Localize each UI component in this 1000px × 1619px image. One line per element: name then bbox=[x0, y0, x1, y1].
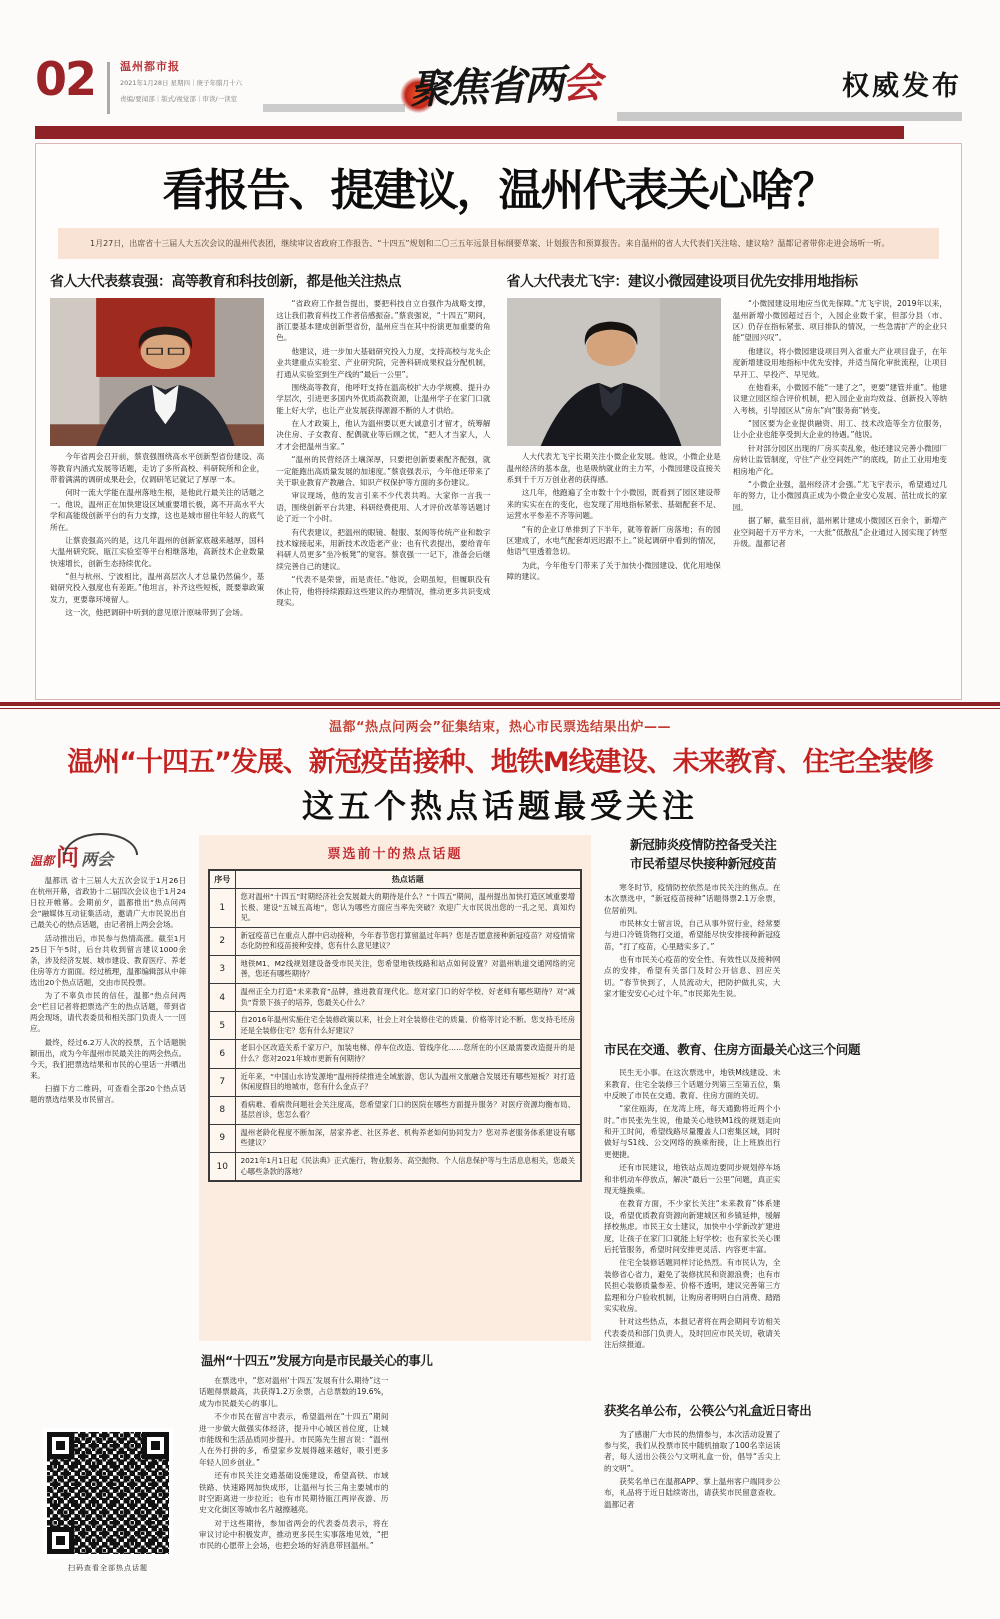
topic-text: 看病难、看病贵问题社会关注度高，您希望家门口的医院在哪些方面提升服务？对医疗资源均衡布局、基层首诊，您怎么看？ bbox=[235, 1096, 581, 1124]
section-title: 权威发布 bbox=[842, 71, 962, 102]
article-right bbox=[507, 271, 948, 700]
body-paragraph: 在票选中，“您对温州‘十四五’发展有什么期待”这一话题得票最高，共获得1.2万余票，占总票数的19.6%，成为市民最关心的事儿。 bbox=[199, 1376, 389, 1408]
topic-rank: 7 bbox=[209, 1068, 235, 1096]
topics-table bbox=[208, 869, 582, 1182]
middle-body-text bbox=[199, 1375, 591, 1561]
table-header-row bbox=[209, 870, 581, 889]
vote-story-headlines bbox=[0, 716, 1000, 827]
right-text-1 bbox=[604, 882, 970, 1028]
body-paragraph: 据了解，截至目前，温州累计建成小微园区百余个，新增产业空间超千万平方米，一大批“低散乱”企业通过入园实现了转型升级。温都记者 bbox=[732, 516, 947, 548]
masthead bbox=[120, 58, 242, 105]
topic-text: 您对温州“十四五”时期经济社会发展最大的期待是什么？“十四五”期间，温州提出加快打造区域重要增长极、建设“五城五高地”，您认为哪些方面应当率先突破？欢迎广大市民说出您的一孔之见、真知灼见。 bbox=[235, 889, 581, 928]
topic-rank: 5 bbox=[209, 1012, 235, 1040]
body-paragraph: 市民林女士留言说，自己从事外贸行业，经常要与进口冷链货物打交道，希望能尽快安排接种新冠疫苗，“打了疫苗，心里踏实多了。” bbox=[604, 918, 781, 951]
topics-table-title: 票选前十的热点话题 bbox=[327, 847, 463, 862]
vote-middle-column bbox=[199, 835, 591, 1573]
body-paragraph: 这几年，他跑遍了全市数十个小微园，既看到了园区建设带来的实实在在的变化，也发现了用地指标紧张、基础配套不足、运营水平参差不齐等问题。 bbox=[506, 488, 721, 521]
topic-rank: 8 bbox=[209, 1096, 235, 1124]
logo-lianghui-text: 两会 bbox=[81, 850, 114, 870]
delegate-photo-cai bbox=[50, 298, 264, 446]
article-right-headline: 省人大代表尤飞宇：建议小微园建设项目优先安排用地指标 bbox=[506, 274, 858, 291]
vote-story-body bbox=[30, 835, 970, 1573]
article-left-headline: 省人大代表蔡袁强：高等教育和科技创新，都是他关注热点 bbox=[50, 274, 401, 291]
article-left-col1 bbox=[50, 451, 264, 618]
header-rule-right bbox=[617, 112, 962, 121]
lead-story-box bbox=[35, 143, 962, 700]
right-text-2 bbox=[604, 1067, 970, 1389]
masthead-date-line: 2021年1月28日 星期四｜庚子年腊月十六 bbox=[120, 79, 243, 87]
body-paragraph: 对于这些期待，参加省两会的代表委员表示，将在审议讨论中积极发声，推动更多民生实事落地见效，“把市民的心愿带上会场，也把会场的好消息带回温州。” bbox=[199, 1518, 389, 1551]
body-paragraph: “家住瓯海，在龙湾上班，每天通勤将近两个小时。”市民张先生说，他最关心地铁M1线的规划走向和开工时间，希望线路尽量覆盖人口密集区域，同时做好与S1线、公交网络的换乘衔接，让上班族出行更便捷。 bbox=[604, 1104, 781, 1159]
right-subhead-1b: 市民希望尽快接种新冠疫苗 bbox=[630, 856, 777, 872]
body-paragraph: “省政府工作报告提出，要把科技自立自强作为战略支撑，这让我们教育科技工作者倍感振奋。”蔡袁强说，“十四五”期间，浙江要基本建成创新型省份，温州应当在其中扮演更加重要的角色。 bbox=[276, 299, 491, 343]
logo-ask-character: 问 bbox=[56, 844, 80, 871]
qr-code bbox=[43, 1428, 173, 1558]
body-paragraph: 针对这些热点，本报记者将在两会期间专访相关代表委员和部门负责人，及时回应市民关切，敬请关注后续报道。 bbox=[604, 1317, 781, 1350]
body-paragraph: “有的企业订单排到了下半年，就等着新厂房落地；有的园区建成了，水电气配套却迟迟跟不上。”说起调研中看到的情况，他语气里透着急切。 bbox=[506, 524, 721, 557]
body-paragraph: 民生无小事。在这次票选中，地铁M线建设、未来教育、住宅全装修三个话题分列第三至第五位，集中反映了市民在交通、教育、住房方面的关切。 bbox=[604, 1068, 781, 1100]
body-paragraph: 在教育方面，不少家长关注“未来教育”体系建设，希望优质教育资源向新建城区和乡镇延伸，缓解择校焦虑。市民王女士建议，加快中小学新改扩建进度，让孩子在家门口就能上好学校；也有家长关心课后托管服务，希望时间安排更灵活、内容更丰富。 bbox=[604, 1199, 781, 1254]
body-paragraph: 寒冬时节，疫情防控依然是市民关注的焦点。在本次票选中，“新冠疫苗接种”话题得票2.1万余票，位居前列。 bbox=[604, 882, 781, 915]
body-paragraph: 在他看来，小微园不能“一建了之”，更要“建管并重”。他建议建立园区综合评价机制，把入园企业亩均效益、创新投入等纳入考核，引导园区从“房东”向“服务商”转变。 bbox=[732, 382, 947, 415]
body-paragraph: 扫描下方二维码，可查看全部20个热点话题的票选结果及市民留言。 bbox=[30, 1083, 186, 1105]
body-paragraph: 他建议，将小微园建设项目列入省重大产业项目盘子，在年度新增建设用地指标中优先安排，并适当简化审批流程，让项目早开工、早投产、早见效。 bbox=[732, 346, 947, 379]
body-paragraph: 针对部分园区出现的厂房买卖乱象，他还建议完善小微园厂房转让监管制度，守住“产业空间姓产”的底线，防止工业用地变相房地产化。 bbox=[732, 443, 947, 476]
table-row bbox=[209, 927, 581, 955]
table-row bbox=[209, 889, 581, 928]
body-paragraph: 不少市民在留言中表示，希望温州在“十四五”期间进一步做大做强实体经济，提升中心城区首位度，让城市能级和生活品质同步提升。市民陈先生留言说：“温州人在外打拼的多，希望家乡发展得越来越好，吸引更多年轻人回乡创业。” bbox=[199, 1412, 389, 1467]
topic-text: 自2016年温州实施住宅全装修政策以来，社会上对全装修住宅的质量、价格等讨论不断。您支持毛坯房还是全装修住宅？您有什么好建议？ bbox=[235, 1012, 581, 1040]
column-header-rank: 序号 bbox=[209, 870, 235, 889]
body-paragraph: 让蔡袁强高兴的是，这几年温州的创新家底越来越厚，国科大温州研究院、瓯江实验室等平台相继落地，高新技术企业数量快速增长，创新生态持续优化。 bbox=[50, 535, 265, 568]
body-paragraph: 为此，今年他专门带来了关于加快小微园建设、优化用地保障的建议。 bbox=[506, 560, 721, 582]
topic-text: 老旧小区改造关系千家万户，加装电梯、停车位改造、管线序化……您所在的小区最需要改造提升的是什么？您对2021年城市更新有何期待？ bbox=[235, 1040, 581, 1068]
topic-rank: 3 bbox=[209, 955, 235, 983]
table-row bbox=[209, 984, 581, 1012]
table-row bbox=[209, 1124, 581, 1152]
body-paragraph: 人大代表尤飞宇长期关注小微企业发展。他说，小微企业是温州经济的基本盘，也是吸纳就业的主力军，小微园建设直接关系到千千万万创业者的获得感。 bbox=[506, 452, 721, 484]
table-row bbox=[209, 1068, 581, 1096]
body-paragraph: “园区要为企业提供融资、用工、技术改造等全方位服务，让小企业也能享受到大企业的待遇。”他说。 bbox=[732, 419, 947, 440]
qr-block bbox=[30, 1428, 186, 1573]
topic-text: 新冠疫苗已在重点人群中启动接种，今年春节您打算留温过年吗？您是否愿意接种新冠疫苗？对疫情常态化防控和疫苗接种安排，您有什么意见建议？ bbox=[235, 927, 581, 955]
vote-kicker: 温都“热点问两会”征集结束，热心市民票选结果出炉—— bbox=[328, 720, 672, 735]
masthead-staff-line: 责编/要闻部｜版式/视觉部｜审读/一读室 bbox=[120, 94, 238, 103]
delegate-photo-you bbox=[507, 298, 721, 446]
topic-rank: 10 bbox=[209, 1152, 235, 1181]
body-paragraph: 审议现场，他的发言引来不少代表共鸣。大家你一言我一语，围绕创新平台共建、科研经费使用、人才评价改革等话题讨论了近一个小时。 bbox=[276, 491, 491, 524]
body-paragraph: “小微企业强，温州经济才会强。”尤飞宇表示，希望通过几年的努力，让小微园真正成为小微企业安心发展、茁壮成长的家园。 bbox=[732, 480, 947, 512]
body-paragraph: 今年省两会召开前，蔡袁强围绕高水平创新型省份建设、高等教育内涵式发展等话题，走访了多所高校、科研院所和企业，带着满满的调研成果赴会，仅调研笔记就记了厚厚一本。 bbox=[50, 452, 265, 484]
body-paragraph: 为了感谢广大市民的热情参与，本次活动设置了参与奖，我们从投票市民中随机抽取了100名幸运读者，每人送出公筷公勺文明礼盒一份，倡导“舌尖上的文明”。 bbox=[604, 1429, 781, 1473]
body-paragraph: 他建议，进一步加大基础研究投入力度，支持高校与龙头企业共建重点实验室、产业研究院，完善科研成果权益分配机制，打通从实验室到生产线的“最后一公里”。 bbox=[276, 346, 491, 379]
body-paragraph: 还有市民建议，地铁站点周边要同步规划停车场和非机动车停放点，解决“最后一公里”问题，真正实现无缝换乘。 bbox=[604, 1163, 781, 1196]
table-row bbox=[209, 1152, 581, 1181]
right-subhead-2: 市民在交通、教育、住房方面最关心这三个问题 bbox=[604, 1041, 861, 1057]
topic-rank: 1 bbox=[209, 889, 235, 928]
body-paragraph: 也有市民关心疫苗的安全性、有效性以及接种网点的安排，希望有关部门及时公开信息、回应关切。“春节快到了，人员流动大，把防护做扎实，大家才能安安心心过个年。”市民郑先生说。 bbox=[604, 955, 781, 999]
body-paragraph: 获奖名单已在温都APP、掌上温州客户端同步公布，礼品将于近日陆续寄出，请获奖市民留意查收。 温都记者 bbox=[604, 1477, 781, 1509]
section-divider bbox=[0, 702, 1000, 709]
topic-text: 地铁M1、M2线规划建设备受市民关注，您希望地铁线路和站点如何设置？对温州轨道交通网络的完善，您还有哪些期待？ bbox=[235, 955, 581, 983]
topics-panel bbox=[199, 835, 591, 1341]
article-right-col2 bbox=[733, 298, 947, 700]
vote-headline-red: 温州“十四五”发展、新冠疫苗接种、地铁M线建设、未来教育、住宅全装修 bbox=[67, 747, 933, 778]
body-paragraph: “小微园建设用地应当优先保障。”尤飞宇说，2019年以来，温州新增小微园超过百个，入园企业数千家，但部分县（市、区）仍存在指标紧张、项目排队的情况，一些急需扩产的企业只能“望园兴叹”。 bbox=[732, 299, 947, 343]
masthead-maroon-band bbox=[35, 126, 904, 139]
topic-rank: 2 bbox=[209, 927, 235, 955]
topic-rank: 4 bbox=[209, 984, 235, 1012]
body-paragraph: 活动推出后，市民参与热情高涨。截至1月25日下午5时，后台共收到留言建议1000余条，涉及经济发展、城市建设、教育医疗、养老住房等方方面面。经过梳理，温都编辑部从中筛选出20个热点话题，交由市民投票。 bbox=[30, 933, 186, 987]
article-right-col1 bbox=[507, 451, 721, 582]
logo-text: 聚焦省两 bbox=[409, 61, 563, 114]
section-logo-calligraphy bbox=[379, 54, 631, 121]
body-paragraph: 这一次，他把调研中听到的意见原汁原味带到了会场。 bbox=[65, 608, 248, 618]
body-paragraph: 在人才政策上，他认为温州要以更大诚意引才留才，统筹解决住房、子女教育、配偶就业等后顾之忧，“把人才当家人，人才才会把温州当家。” bbox=[276, 419, 491, 451]
vote-right-column bbox=[604, 835, 970, 1573]
table-row bbox=[209, 1012, 581, 1040]
logo-wendu-text: 温都 bbox=[30, 854, 55, 868]
body-paragraph: “温州的民营经济土壤深厚，只要把创新要素配齐配强，就一定能跑出高质量发展的加速度。”蔡袁强表示，今年他还带来了关于职业教育产教融合、知识产权保护等方面的多份建议。 bbox=[276, 455, 491, 488]
qr-caption: 扫码查看全部热点话题 bbox=[68, 1564, 148, 1572]
vote-left-column bbox=[30, 835, 186, 1573]
table-row bbox=[209, 955, 581, 983]
body-paragraph: 有代表建议，把温州的眼镜、鞋服、泵阀等传统产业和数字技术嫁接起来，用新技术改造老产业；也有代表提出，要给青年科研人员更多“坐冷板凳”的宽容。蔡袁强一一记下，准备会后继续完善自己的建议。 bbox=[276, 527, 491, 571]
vote-headline-black: 这五个热点话题最受关注 bbox=[301, 787, 698, 825]
article-left bbox=[50, 271, 491, 700]
body-paragraph: 还有市民关注交通基础设施建设，希望高铁、市域铁路、快速路网加快成形，让温州与长三角主要城市的时空距离进一步拉近；也有市民期待瓯江两岸夜游、历史文化街区等城市名片越擦越亮。 bbox=[199, 1471, 389, 1515]
logo-text-accent: 会 bbox=[561, 59, 601, 108]
topic-text: 近年来，“中国山水诗发源地”温州持续推进全域旅游，您认为温州文旅融合发展还有哪些短板？对打造休闲度假目的地城市，您有什么金点子？ bbox=[235, 1068, 581, 1096]
topic-rank: 9 bbox=[209, 1124, 235, 1152]
masthead-name: 温州都市报 bbox=[120, 60, 181, 73]
body-paragraph: 围绕高等教育，他呼吁支持在温高校扩大办学规模、提升办学层次，引进更多国内外优质高教资源，让温州学子在家门口就能上好大学，也让产业发展获得源源不断的人才供给。 bbox=[276, 382, 491, 415]
body-paragraph: “代表不是荣誉，而是责任。”他说，会期虽短，但履职没有休止符，他将持续跟踪这些建议的办理情况，推动更多共识变成现实。 bbox=[276, 575, 491, 607]
page-number: 02 bbox=[35, 52, 96, 106]
table-row bbox=[209, 1040, 581, 1068]
article-left-col2 bbox=[276, 298, 490, 700]
column-header-topic: 热点话题 bbox=[235, 870, 581, 889]
body-paragraph: 何时一流大学能在温州落地生根，是他此行最关注的话题之一。他说，温州正在加快建设区域重要增长极，离不开高水平大学和高能级创新平台的有力支撑，这也是城市留住年轻人的底气所在。 bbox=[50, 488, 265, 532]
lead-headline: 看报告、提建议，温州代表关心啥？ bbox=[162, 165, 835, 216]
right-subhead-1a: 新冠肺炎疫情防控备受关注 bbox=[630, 837, 777, 852]
lead-lede: 1月27日，出席省十三届人大五次会议的温州代表团，继续审议省政府工作报告、“十四五”规划和二〇三五年远景目标纲要草案、计划报告和预算报告。来自温州的省人大代表们关注啥、建议啥？温都记者带你走进会场听一听。 bbox=[58, 228, 939, 259]
table-row bbox=[209, 1096, 581, 1124]
topic-text: 温州正全力打造“未来教育”品牌，推进教育现代化。您对家门口的好学校、好老师有哪些期待？对“减负”背景下孩子的培养，您最关心什么？ bbox=[235, 984, 581, 1012]
body-paragraph: “但与杭州、宁波相比，温州高层次人才总量仍然偏少，基础研究投入强度也有差距。”他坦言，补齐这些短板，既要靠政策发力，更要靠环境留人。 bbox=[50, 572, 265, 604]
topic-text: 温州老龄化程度不断加深，居家养老、社区养老、机构养老如何协同发力？您对养老服务体系建设有哪些建议？ bbox=[235, 1124, 581, 1152]
body-paragraph: 住宅全装修话题同样讨论热烈。有市民认为，全装修省心省力，避免了装修扰民和资源浪费；也有市民担心装修质量参差、价格不透明，建议完善第三方监理和分户验收机制，让购房者明明白白消费、踏踏实实收房。 bbox=[604, 1258, 781, 1313]
topic-rank: 6 bbox=[209, 1040, 235, 1068]
vote-left-text bbox=[30, 875, 186, 1422]
body-paragraph: 温都讯 省十三届人大五次会议于1月26日在杭州开幕，省政协十二届四次会议也于1月24日拉开帷幕。会期前夕，温都推出“热点问两会”融媒体互动征集活动，邀请广大市民说出自己最关心的热点话题，由记者捎上两会会场。 bbox=[30, 876, 186, 930]
right-text-3 bbox=[604, 1429, 970, 1529]
topic-text: 2021年1月1日起《民法典》正式施行，物业服务、高空抛物、个人信息保护等与生活息息相关，您最关心哪些条款的落地？ bbox=[235, 1152, 581, 1181]
wendu-ask-logo bbox=[30, 835, 186, 869]
right-subhead-3: 获奖名单公布，公筷公勺礼盒近日寄出 bbox=[604, 1403, 812, 1419]
body-paragraph: 为了不辜负市民的信任，温都“热点问两会”栏目记者将把票选产生的热点话题，带到省两会现场，请代表委员和相关部门负责人一一回应。 bbox=[30, 991, 186, 1034]
middle-subhead: 温州“十四五”发展方向是市民最关心的事儿 bbox=[201, 1353, 433, 1368]
header-divider bbox=[107, 62, 110, 114]
body-paragraph: 最终，经过6.2万人次的投票，五个话题脱颖而出，成为今年温州市民最关注的两会热点。今天，我们把票选结果和市民的心里话一并晒出来。 bbox=[30, 1037, 186, 1080]
